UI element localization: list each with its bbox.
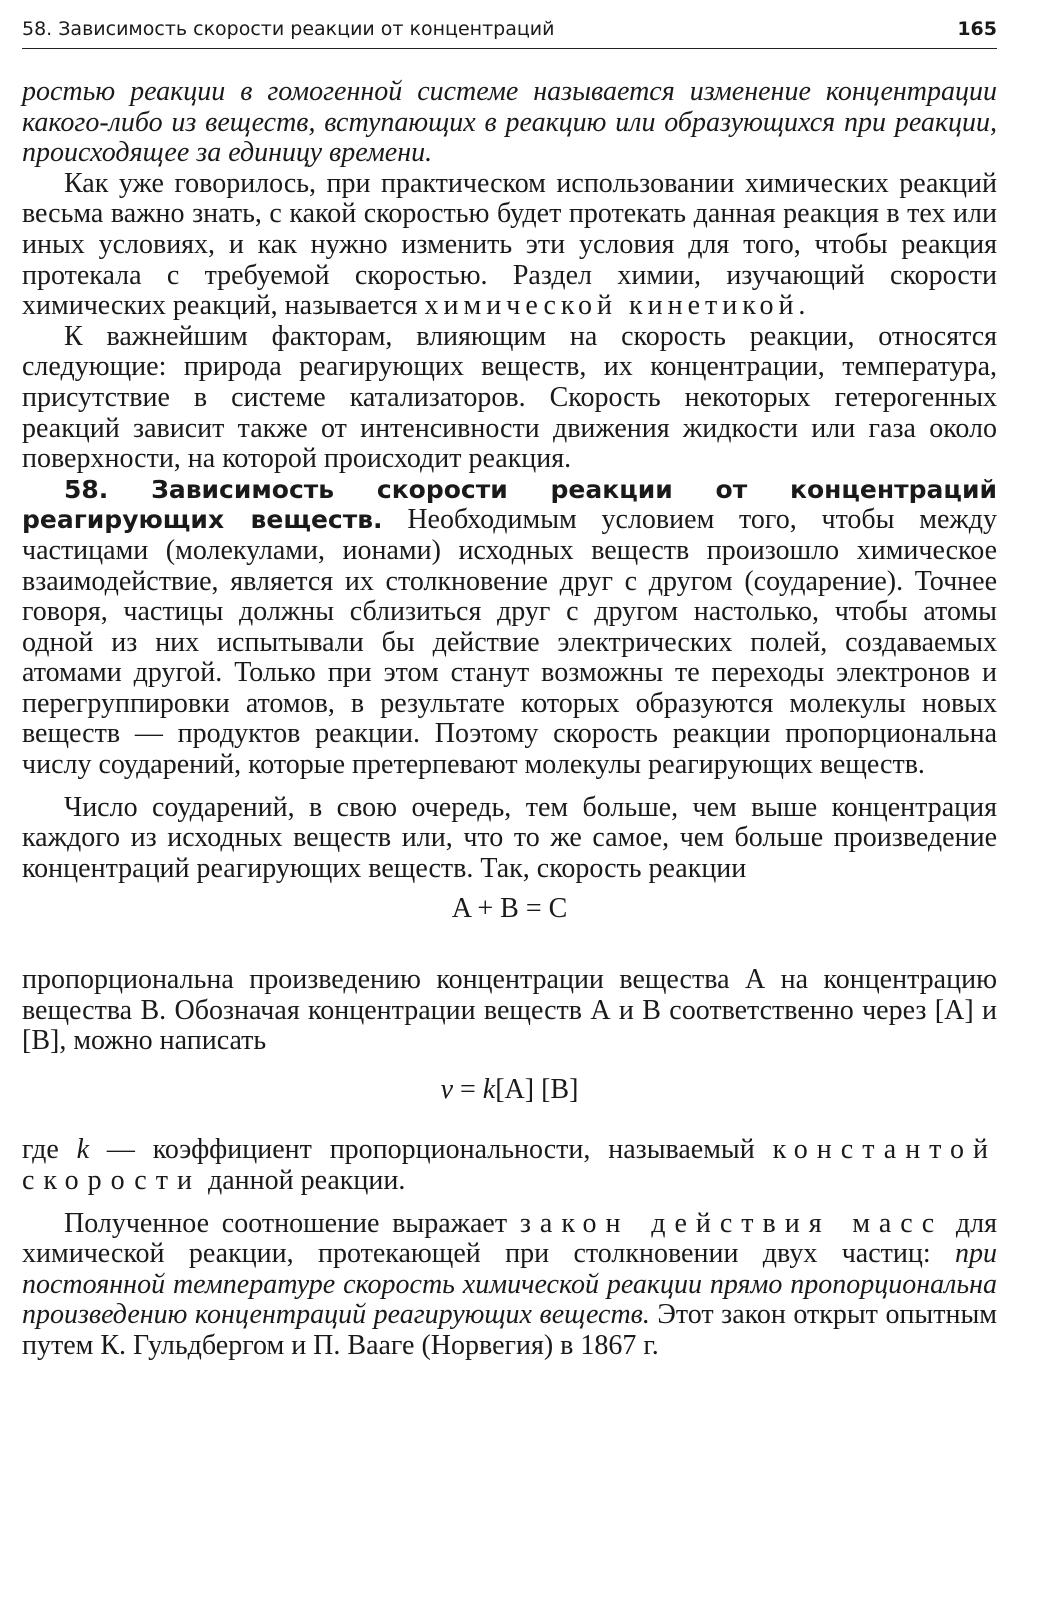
term-rate-constant: константой скорости [22, 1134, 998, 1196]
mass-action-text2: для химической реакции, протекающей при столкновении двух частиц: [22, 1207, 998, 1270]
mass-action-text3: Этот закон открыт опытным путем К. Гульдбергом и П. Вааге (Норвегия) в 1867 г. [22, 1299, 997, 1361]
paragraph-definition: ростью реакции в гомогенной системе называется изменение концентрации какого-либо из веществ, вступающих в реакцию или образующихся при реакции, происходящее за единицу времени. [22, 76, 997, 169]
header-title: 58. Зависимость скорости реакции от концентраций [22, 18, 555, 40]
formula-rate [22, 1075, 997, 1106]
formula-rate-k: k [482, 1073, 496, 1105]
paragraph-mass-action [22, 1209, 997, 1362]
rate-constant-end: данной реакции. [200, 1165, 406, 1196]
paragraph-kinetics [22, 169, 997, 322]
page-number: 165 [957, 18, 997, 40]
term-mass-action: закон действия масс [519, 1207, 944, 1239]
section-text: Необходимым условием того, чтобы между частицами (молекулами, ионами) исходных веществ произошло химическое взаимодействие, является их столкновение друг с другом (соударение). Точнее говоря, частицы должны сблизиться друг с другом настолько, чтобы атомы одной из них испытывали бы действие электрических полей, создаваемых атомами другой. Только при этом станут возможны те переходы электронов и перегруппировки атомов, в результате которых образуются молекулы новых веществ — продуктов реакции. Поэтому скорость реакции пропорциональна числу соударений, которые претерпевают молекулы реагирующих веществ. [22, 504, 997, 781]
paragraph-rate-constant [22, 1135, 997, 1196]
paragraph-factors: К важнейшим факторам, влияющим на скорость реакции, относятся следующие: природа реагирующих веществ, их концентрации, температура, присутствие в системе катализаторов. Скорость некоторых гетерогенных реакций зависит также от интенсивности движения жидкости или газа около поверхности, на которой происходит реакция. [22, 320, 997, 475]
page-body [22, 77, 997, 1362]
rate-constant-start: где [22, 1134, 59, 1166]
paragraph-kinetics-text: Как уже говорилось, при практическом использовании химических реакций весьма важно знать, с какой скоростью будет протекать данная реакция в тех или иных условиях, и как нужно изменить эти условия для того, чтобы реакция протекала с требуемой скоростью. Раздел химии, изучающий скорости химических реакций, называется [22, 167, 997, 322]
formula-rate-eq: = [453, 1073, 483, 1105]
formula-rate-rest: [A] [B] [495, 1073, 579, 1105]
term-kinetics: химической кинетикой [424, 290, 799, 322]
mass-action-law: при постоянной температуре скорость химической реакции прямо пропорциональна произведению концентраций реагирующих веществ. [22, 1238, 998, 1331]
rate-constant-k: k [76, 1134, 90, 1166]
running-header [22, 18, 997, 49]
mass-action-text: Полученное соотношение выражает [64, 1207, 508, 1239]
section-title: 58. Зависимость скорости реакции от концентраций реагирующих веществ. [22, 474, 997, 535]
rate-constant-text: — коэффициент пропорциональности, называемый [89, 1134, 755, 1166]
formula-rate-v: v [440, 1073, 453, 1105]
section-58 [22, 475, 997, 781]
paragraph-proportional: пропорциональна произведению концентрации вещества А на концентрацию вещества В. Обозначая концентрации веществ А и В соответственно через [A] и [B], можно написать [22, 964, 997, 1057]
book-page [22, 18, 997, 1362]
formula-reaction: A + B = C [451, 893, 568, 925]
paragraph-kinetics-end: . [798, 290, 806, 322]
paragraph-collisions: Число соударений, в свою очередь, тем больше, чем выше концентрация каждого из исходных веществ или, что то же самое, чем больше произведение концентраций реагирующих веществ. Так, скорость реакции [22, 791, 997, 884]
